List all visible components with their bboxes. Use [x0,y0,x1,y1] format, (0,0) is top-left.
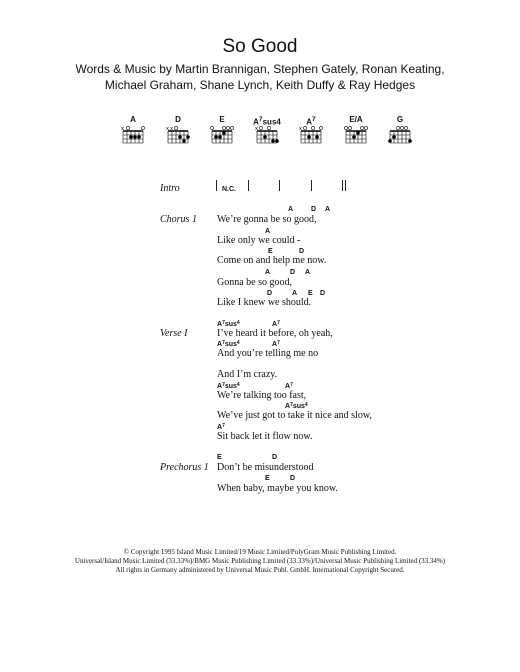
chord-symbol: $A^7sus^4$ [217,340,240,348]
lyric-line: We’re gonna be so good, [217,214,317,225]
lyric-line: Like I knew we should. [217,297,312,308]
chord-diagram-name: A [130,115,136,124]
chord-symbol: D [290,269,296,276]
svg-text:x: x [166,126,169,132]
lyric-line: When baby, maybe you know. [217,483,338,494]
lyric-line: We’re talking too fast, [217,390,307,401]
chord-diagram-name: D [175,115,181,124]
chord-grid-icon [343,125,369,147]
svg-text:x: x [170,126,173,132]
chord-symbol: $A^7$ [217,423,225,431]
chord-symbol: E [217,454,222,461]
chord-grid-icon [298,125,324,147]
copyright-footer [0,548,520,575]
chord-symbol: A [325,206,331,213]
copyright-line-1: © Copyright 1995 Island Music Limited/19 Music Limited/PolyGram Music Publishing Limited. [123,548,397,556]
svg-text:x: x [121,126,124,132]
section-label-prechorus-1: Prechorus 1 [160,462,209,473]
intro-chord-nc: N.C. [222,186,236,193]
chord-symbol: E [308,290,313,297]
lyric-line: Don’t be misunderstood [217,462,314,473]
chord-symbol: $A^7sus^4$ [217,320,240,328]
song-title: So Good [222,36,298,57]
chord-diagram-name: $A^7$ [306,116,316,127]
chord-diagram-a [113,114,153,147]
copyright-line-2: Universal/Island Music Limited (33.33%)/BMG Music Publishing Limited (33.33%)/Universal Music Publishing Limited (33.34%) [74,557,446,565]
chord-symbol: A [288,206,294,213]
copyright-line-3: All rights in Germany administered by Universal Music Publ. GmbH. International Copyright Secured. [115,566,405,574]
chord-symbol: D [272,454,278,461]
chord-symbol: E [265,475,270,482]
chord-grid-icon [209,125,235,147]
chord-grid-icon [254,125,280,147]
lyric-line: Come on and help me now. [217,255,327,266]
chord-grid-icon [387,125,413,147]
chord-diagram-e-over-a [336,114,376,147]
chord-symbol: A [305,269,311,276]
lyric-line: And I’m crazy. [217,369,278,380]
lyric-line: Sit back let it flow now. [217,431,313,442]
chord-diagram-d [158,114,198,147]
chord-symbol: D [290,475,296,482]
chord-diagram-name: E [219,115,225,124]
chord-symbol: A [265,228,271,235]
chord-diagram-name: G [396,115,404,124]
chord-symbol: A [292,290,298,297]
chord-symbol: $A^7$ [272,320,280,328]
lyric-line: We’ve just got to take it nice and slow, [217,410,372,421]
chord-symbol: E [268,248,273,255]
chord-diagram-e [202,114,242,147]
chord-diagram-a7 [291,114,331,147]
chord-symbol: $A^7sus^4$ [217,382,240,390]
chord-grid-icon [165,125,191,147]
lyric-line: Gonna be so good, [217,277,292,288]
chord-symbol: D [299,248,305,255]
lyric-line: And you’re telling me no [217,348,319,359]
section-label-intro: Intro [160,183,180,194]
chord-symbol: $A^7$ [272,340,280,348]
credits-line-2: Michael Graham, Shane Lynch, Keith Duffy & Ray Hedges [104,78,416,92]
lyric-line: I’ve heard it before, oh yeah, [217,328,333,339]
chord-symbol: D [311,206,317,213]
credits [0,61,520,93]
section-label-verse-1: Verse I [160,328,188,339]
svg-text:x: x [299,126,302,132]
chord-grid-icon [120,125,146,147]
chord-symbol: $A^7sus^4$ [285,402,308,410]
chord-symbol: A [265,269,271,276]
section-label-chorus-1: Chorus 1 [160,214,197,225]
lyric-line: Like only we could - [217,235,301,246]
credits-line-1: Words & Music by Martin Brannigan, Stephen Gately, Ronan Keating, [75,62,445,76]
chord-diagram-name: E/A [349,115,363,124]
chord-symbol: D [320,290,326,297]
chord-symbol: D [267,290,273,297]
svg-text:x: x [255,126,258,132]
chord-diagram-name: $A^7sus4$ [253,116,281,127]
chord-diagram-g [380,114,420,147]
chord-symbol: $A^7$ [285,382,293,390]
chord-diagram-a7sus4 [247,114,287,147]
